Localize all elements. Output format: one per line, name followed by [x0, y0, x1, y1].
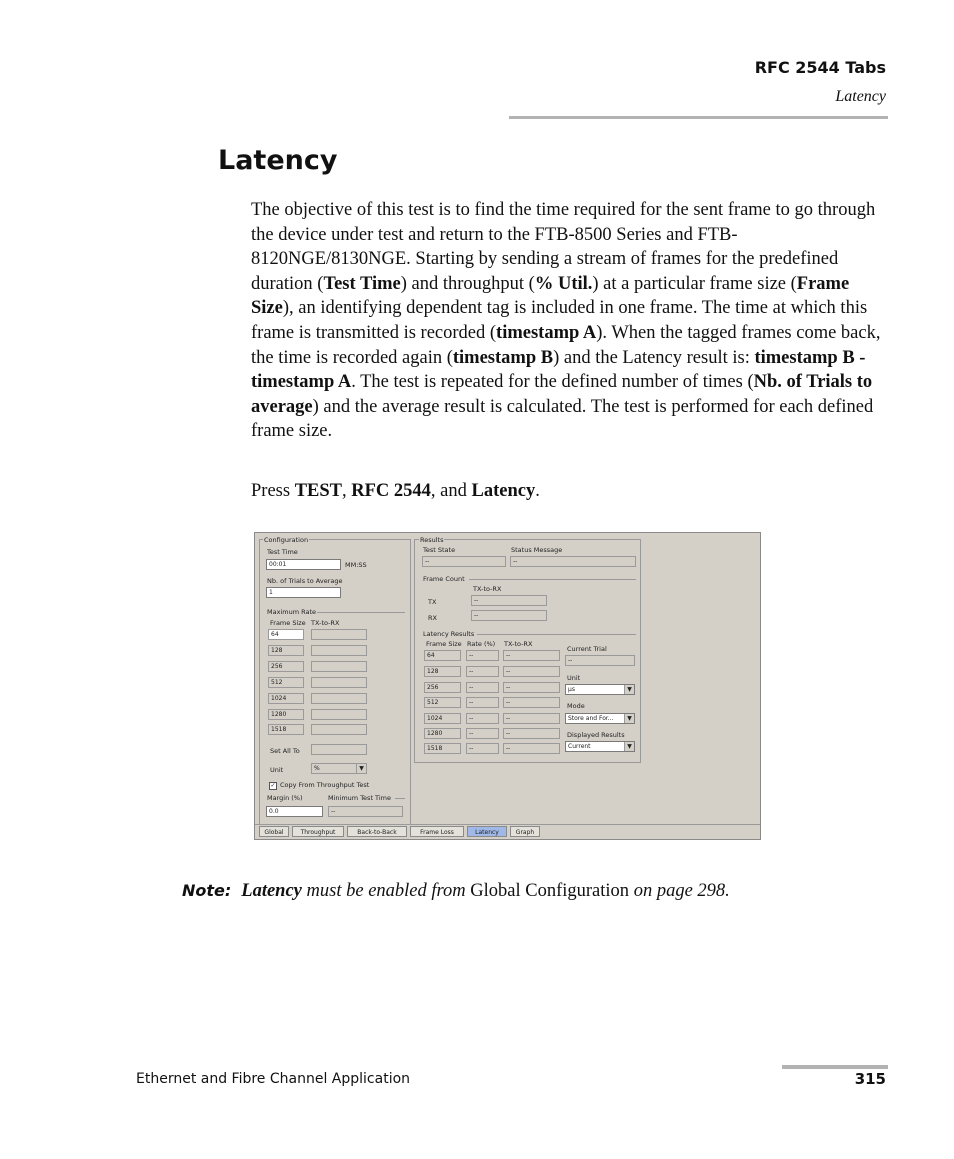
configuration-title: Configuration — [264, 536, 309, 544]
body-paragraph: The objective of this test is to find the time required for the sent frame to go through the device under test and return to the FTB-8500 Series and FTB-8120NGE/8130NGE. Starting by sending a stream of frames for the predefined duration (Test Time) and throughput (% Util.) at a particular frame size (Frame Size), an identifying dependent tag is included in one frame. The time at which this frame is transmitted is recorded (timestamp A). When the tagged frames come back, the time is recorded again (timestamp B) and the Latency result is: timestamp B - timestamp A. The test is repeated for the defined number of times (Nb. of Trials to average) and the average result is calculated. The test is performed for each defined frame size. — [251, 200, 881, 442]
maximum-rate-label: Maximum Rate — [267, 608, 316, 616]
running-header-section: Latency — [835, 88, 886, 105]
test-time-label: Test Time — [267, 548, 298, 556]
latency-row-rate: -- — [466, 713, 499, 724]
chevron-down-icon: ▼ — [624, 714, 634, 723]
test-state-label: Test State — [423, 546, 456, 554]
running-header-chapter: RFC 2544 Tabs — [754, 58, 886, 77]
latency-col-frame-size: Frame Size — [426, 640, 462, 648]
chevron-down-icon: ▼ — [624, 742, 634, 751]
latency-row-size: 1024 — [424, 713, 461, 724]
tab-global[interactable]: Global — [259, 826, 289, 837]
mode-label: Mode — [567, 702, 585, 710]
latency-row-rate: -- — [466, 697, 499, 708]
note: Note: Latency must be enabled from Global Configuration on page 298. — [182, 881, 730, 901]
margin-label: Margin (%) — [267, 794, 303, 802]
footer-divider — [782, 1065, 888, 1069]
results-title: Results — [420, 536, 444, 544]
latency-col-rate: Rate (%) — [467, 640, 496, 648]
test-time-input[interactable]: 00:01 — [266, 559, 341, 570]
latency-row-tx-rx: -- — [503, 650, 560, 661]
tx-rx-rate-input[interactable] — [311, 724, 367, 735]
test-time-unit: MM:SS — [345, 561, 367, 569]
tx-rx-rate-input[interactable] — [311, 693, 367, 704]
frame-count-tx-rx-label: TX-to-RX — [473, 585, 502, 593]
latency-results-divider — [477, 634, 636, 635]
tx-rx-rate-input[interactable] — [311, 709, 367, 720]
copy-throughput-checkbox[interactable]: ✓ — [270, 782, 276, 789]
latency-row-rate: -- — [466, 743, 499, 754]
trials-label: Nb. of Trials to Average — [267, 577, 343, 585]
test-state-field: -- — [422, 556, 506, 567]
latency-row-tx-rx: -- — [503, 682, 560, 693]
latency-col-tx-rx: TX-to-RX — [504, 640, 533, 648]
displayed-results-label: Displayed Results — [567, 731, 625, 739]
current-trial-field: -- — [565, 655, 635, 666]
frame-count-label: Frame Count — [423, 575, 465, 583]
copy-throughput-label: Copy From Throughput Test — [280, 781, 370, 789]
frame-size-input[interactable]: 1280 — [268, 709, 304, 720]
tab-throughput[interactable]: Throughput — [292, 826, 344, 837]
set-all-label: Set All To — [270, 747, 300, 755]
chevron-down-icon: ▼ — [356, 764, 366, 773]
config-unit-select[interactable]: % ▼ — [311, 763, 367, 774]
tab-latency[interactable]: Latency — [467, 826, 507, 837]
latency-row-size: 128 — [424, 666, 461, 677]
frame-size-input[interactable]: 128 — [268, 645, 304, 656]
latency-row-tx-rx: -- — [503, 743, 560, 754]
latency-row-size: 1518 — [424, 743, 461, 754]
latency-row-tx-rx: -- — [503, 697, 560, 708]
tab-frame-loss[interactable]: Frame Loss — [410, 826, 464, 837]
header-divider — [509, 116, 888, 119]
frame-size-input[interactable]: 64 — [268, 629, 304, 640]
frame-count-divider — [469, 579, 636, 580]
config-unit-label: Unit — [270, 766, 284, 774]
rx-count-field: -- — [471, 610, 547, 621]
latency-row-size: 512 — [424, 697, 461, 708]
latency-row-rate: -- — [466, 666, 499, 677]
tx-rx-rate-input[interactable] — [311, 677, 367, 688]
tx-rx-rate-input[interactable] — [311, 629, 367, 640]
latency-row-size: 256 — [424, 682, 461, 693]
tx-rx-rate-input[interactable] — [311, 645, 367, 656]
latency-row-rate: -- — [466, 650, 499, 661]
tx-count-field: -- — [471, 595, 547, 606]
current-trial-label: Current Trial — [567, 645, 607, 653]
latency-row-rate: -- — [466, 728, 499, 739]
mode-select[interactable]: Store and For... ▼ — [565, 713, 635, 724]
latency-row-tx-rx: -- — [503, 728, 560, 739]
latency-row-tx-rx: -- — [503, 713, 560, 724]
set-all-input[interactable] — [311, 744, 367, 755]
tab-bar — [255, 824, 760, 839]
margin-input[interactable]: 0.0 — [266, 806, 323, 817]
press-instruction: Press TEST, RFC 2544, and Latency. — [251, 481, 540, 501]
frame-size-input[interactable]: 512 — [268, 677, 304, 688]
cross-reference-link[interactable]: Global Configuration — [470, 881, 630, 901]
tx-label: TX — [428, 598, 437, 606]
frame-size-input[interactable]: 1518 — [268, 724, 304, 735]
latency-results-label: Latency Results — [423, 630, 475, 638]
results-unit-select[interactable]: µs ▼ — [565, 684, 635, 695]
trials-input[interactable]: 1 — [266, 587, 341, 598]
latency-row-tx-rx: -- — [503, 666, 560, 677]
note-label: Note: — [182, 881, 232, 900]
displayed-results-select[interactable]: Current ▼ — [565, 741, 635, 752]
frame-size-input[interactable]: 256 — [268, 661, 304, 672]
min-time-divider — [395, 798, 405, 799]
config-col-tx-rx: TX-to-RX — [311, 619, 340, 627]
min-test-time-label: Minimum Test Time — [328, 794, 391, 802]
config-col-frame-size: Frame Size — [270, 619, 306, 627]
status-message-field: -- — [510, 556, 636, 567]
latency-row-size: 64 — [424, 650, 461, 661]
tab-graph[interactable]: Graph — [510, 826, 540, 837]
results-unit-label: Unit — [567, 674, 581, 682]
status-message-label: Status Message — [511, 546, 563, 554]
tx-rx-rate-input[interactable] — [311, 661, 367, 672]
rx-label: RX — [428, 614, 437, 622]
frame-size-input[interactable]: 1024 — [268, 693, 304, 704]
section-title: Latency — [218, 145, 338, 176]
footer-document-title: Ethernet and Fibre Channel Application — [136, 1071, 411, 1087]
page-number: 315 — [854, 1070, 886, 1088]
tab-back-to-back[interactable]: Back-to-Back — [347, 826, 407, 837]
latency-row-size: 1280 — [424, 728, 461, 739]
min-test-time-input[interactable]: -- — [328, 806, 403, 817]
chevron-down-icon: ▼ — [624, 685, 634, 694]
latency-row-rate: -- — [466, 682, 499, 693]
max-rate-divider — [317, 612, 405, 613]
latency-tab-screenshot — [254, 532, 761, 840]
